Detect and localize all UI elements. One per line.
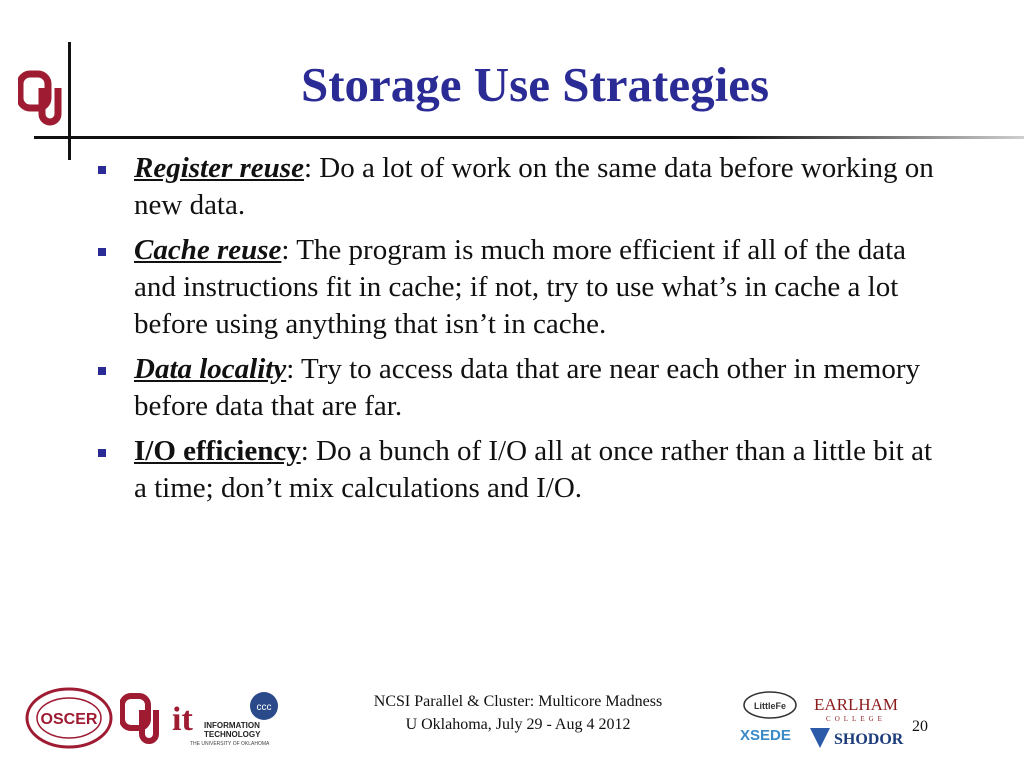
- svg-text:LittleFe: LittleFe: [753, 701, 787, 711]
- footer-line-1: NCSI Parallel & Cluster: Multicore Madness: [373, 693, 663, 710]
- ou-logo-icon: [18, 66, 66, 126]
- ou-footer-logo-icon: [120, 690, 164, 746]
- footer-text: [318, 690, 718, 736]
- xsede-logo-icon: [738, 724, 808, 752]
- bullet-text: : Do a bunch of I/O all at once rather than a little bit at a time; don’t mix calculations and I/O.: [134, 435, 933, 504]
- page-number: 20: [912, 718, 928, 735]
- bullet-square-icon: [98, 248, 106, 256]
- bullet-square-icon: [98, 166, 106, 174]
- bullet-square-icon: [98, 367, 106, 375]
- bullet-list: [96, 150, 946, 515]
- bullet-text: : Try to access data that are near each other in memory before data that are far.: [134, 353, 920, 422]
- svg-text:XSEDE: XSEDE: [740, 727, 791, 744]
- it-logo-icon: [170, 690, 290, 746]
- bullet-text: : The program is much more efficient if all of the data and instructions fit in cache; if not, try to use what’s in cache a lot before using anything that isn’t in cache.: [134, 234, 907, 340]
- bullet-item: [96, 150, 946, 224]
- bullet-square-icon: [98, 449, 106, 457]
- bullet-term: I/O efficiency: [134, 435, 301, 467]
- littlefe-logo-icon: [742, 690, 798, 720]
- bullet-text: : Do a lot of work on the same data before working on new data.: [134, 152, 934, 221]
- bullet-term: Cache reuse: [134, 234, 282, 266]
- svg-text:TECHNOLOGY: TECHNOLOGY: [204, 730, 261, 739]
- svg-text:COLLEGE: COLLEGE: [826, 715, 886, 723]
- bullet-term: Data locality: [134, 353, 287, 385]
- shodor-logo-icon: [808, 726, 904, 750]
- slide-title: Storage Use Strategies: [300, 57, 770, 112]
- svg-text:ccc: ccc: [256, 702, 272, 713]
- bullet-item: [96, 351, 946, 425]
- svg-text:INFORMATION: INFORMATION: [204, 721, 260, 730]
- footer-line-2: U Oklahoma, July 29 - Aug 4 2012: [405, 716, 631, 733]
- svg-text:THE UNIVERSITY OF OKLAHOMA: THE UNIVERSITY OF OKLAHOMA: [190, 741, 270, 746]
- earlham-logo-icon: [806, 694, 906, 724]
- svg-text:SHODOR: SHODOR: [834, 731, 904, 748]
- svg-text:EARLHAM: EARLHAM: [813, 695, 899, 714]
- svg-text:OSCER: OSCER: [40, 711, 98, 728]
- bullet-item: [96, 433, 946, 507]
- svg-text:it: it: [172, 701, 193, 738]
- header-horizontal-line: [34, 136, 1024, 139]
- oscer-logo-icon: [24, 686, 114, 750]
- bullet-term: Register reuse: [134, 152, 304, 184]
- header-vertical-line: [68, 42, 71, 160]
- bullet-item: [96, 232, 946, 343]
